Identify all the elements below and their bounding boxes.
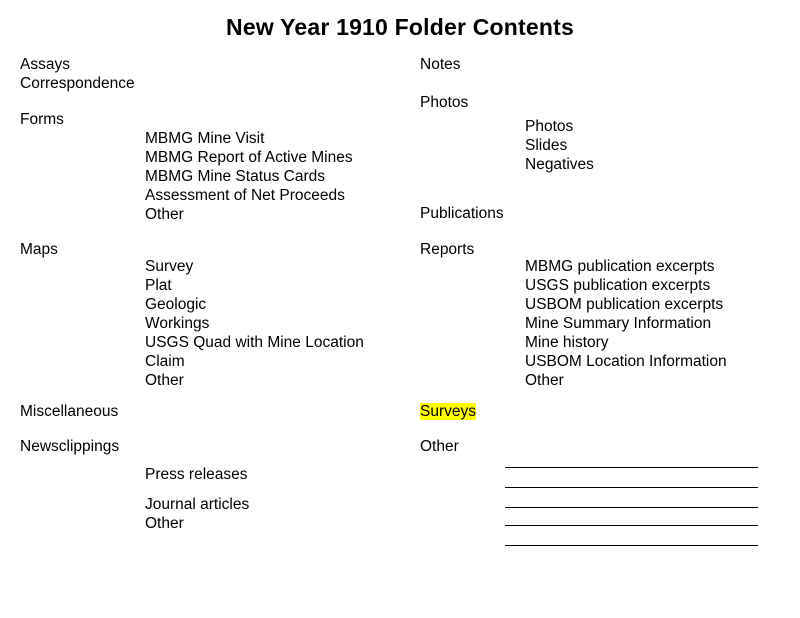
- right-item-label: Photos: [525, 118, 574, 135]
- right-item-label: Reports: [420, 241, 475, 258]
- right-list-item: [525, 257, 715, 276]
- left-list-item: [145, 205, 184, 224]
- left-item-label: Plat: [145, 277, 172, 294]
- right-list-item: [420, 402, 476, 421]
- right-item-label: Notes: [420, 56, 461, 73]
- right-list-item: [525, 136, 567, 155]
- right-item-label: Other: [420, 438, 459, 455]
- right-list-item: [420, 55, 461, 74]
- left-list-item: [145, 186, 345, 205]
- left-list-item: [20, 55, 70, 74]
- left-item-label: Other: [145, 515, 184, 532]
- left-list-item: [145, 257, 193, 276]
- page-title: New Year 1910 Folder Contents: [226, 14, 574, 40]
- left-list-item: [145, 514, 184, 533]
- left-item-label: Other: [145, 206, 184, 223]
- left-list-item: [145, 465, 248, 484]
- write-in-line: [505, 525, 758, 526]
- right-item-label: Other: [525, 372, 564, 389]
- left-item-label: Assessment of Net Proceeds: [145, 187, 345, 204]
- right-item-label: Photos: [420, 94, 469, 111]
- left-list-item: [145, 276, 172, 295]
- right-item-label: Surveys: [420, 403, 476, 420]
- left-item-label: Claim: [145, 353, 185, 370]
- left-item-label: MBMG Report of Active Mines: [145, 149, 353, 166]
- left-list-item: [145, 129, 264, 148]
- write-in-line: [505, 487, 758, 488]
- left-item-label: Correspondence: [20, 75, 135, 92]
- right-item-label: Negatives: [525, 156, 594, 173]
- left-list-item: [145, 495, 249, 514]
- left-item-label: Geologic: [145, 296, 207, 313]
- right-item-label: USBOM Location Information: [525, 353, 727, 370]
- right-item-label: USGS publication excerpts: [525, 277, 711, 294]
- right-list-item: [420, 437, 459, 456]
- right-list-item: [525, 276, 710, 295]
- left-list-item: [145, 295, 206, 314]
- left-item-label: Survey: [145, 258, 194, 275]
- left-item-label: Other: [145, 372, 184, 389]
- left-item-label: Miscellaneous: [20, 403, 119, 420]
- left-item-label: MBMG Mine Visit: [145, 130, 265, 147]
- right-list-item: [525, 371, 564, 390]
- left-item-label: Workings: [145, 315, 210, 332]
- left-item-label: Forms: [20, 111, 64, 128]
- right-list-item: [525, 352, 727, 371]
- left-list-item: [20, 402, 118, 421]
- left-list-item: [145, 333, 364, 352]
- left-item-label: MBMG Mine Status Cards: [145, 168, 326, 185]
- left-list-item: [145, 371, 184, 390]
- right-item-label: MBMG publication excerpts: [525, 258, 715, 275]
- right-item-label: Mine Summary Information: [525, 315, 712, 332]
- right-item-label: USBOM publication excerpts: [525, 296, 724, 313]
- left-list-item: [20, 437, 119, 456]
- right-list-item: [420, 240, 474, 259]
- write-in-line: [505, 545, 758, 546]
- left-item-label: Press releases: [145, 466, 248, 483]
- left-item-label: USGS Quad with Mine Location: [145, 334, 364, 351]
- left-list-item: [145, 314, 209, 333]
- left-list-item: [145, 167, 325, 186]
- right-item-label: Slides: [525, 137, 568, 154]
- right-list-item: [525, 295, 723, 314]
- left-list-item: [145, 352, 185, 371]
- right-list-item: [525, 155, 594, 174]
- left-item-label: Maps: [20, 241, 58, 258]
- right-list-item: [525, 333, 609, 352]
- right-item-label: Publications: [420, 205, 504, 222]
- write-in-line: [505, 507, 758, 508]
- left-item-label: Newsclippings: [20, 438, 120, 455]
- right-item-label: Mine history: [525, 334, 609, 351]
- left-list-item: [20, 74, 135, 93]
- left-list-item: [145, 148, 353, 167]
- write-in-line: [505, 467, 758, 468]
- right-list-item: [420, 93, 468, 112]
- left-item-label: Journal articles: [145, 496, 250, 513]
- right-list-item: [525, 117, 573, 136]
- right-list-item: [420, 204, 504, 223]
- right-list-item: [525, 314, 711, 333]
- left-list-item: [20, 110, 64, 129]
- left-list-item: [20, 240, 58, 259]
- left-item-label: Assays: [20, 56, 70, 73]
